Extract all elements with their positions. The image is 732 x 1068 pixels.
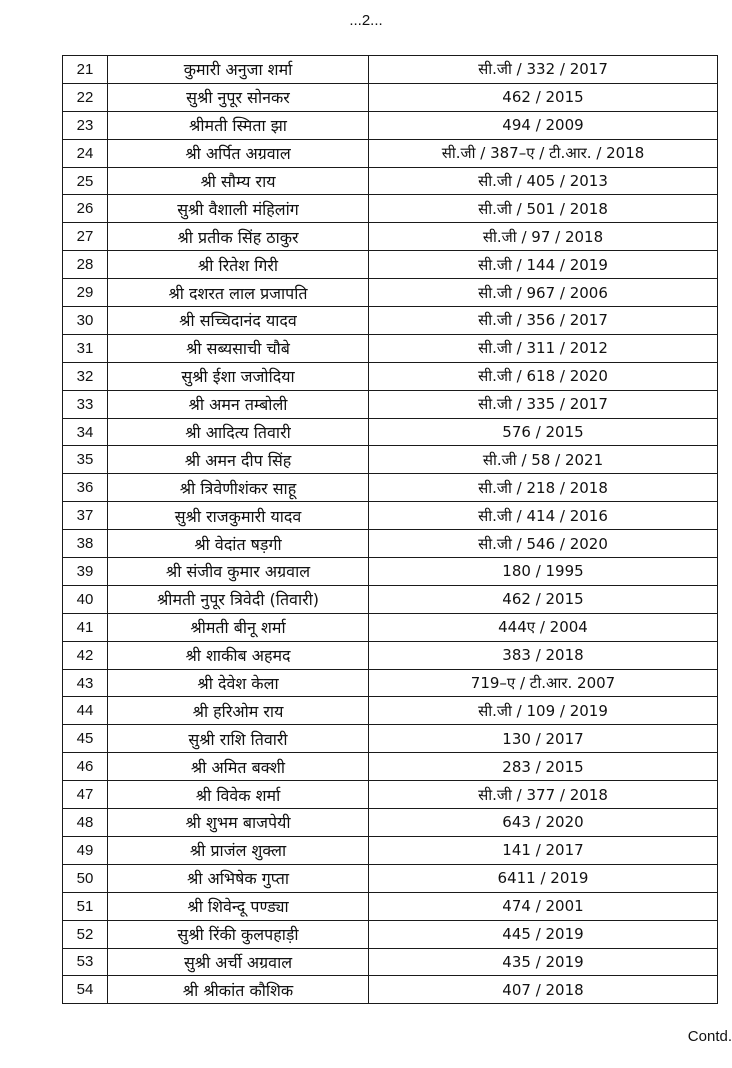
table-row — [63, 139, 718, 167]
serial-number-cell: 48 — [63, 809, 108, 837]
enrollment-number-cell: सी.जी / 546 / 2020 — [369, 530, 718, 558]
enrollment-number-cell: 283 / 2015 — [369, 753, 718, 781]
advocate-name-cell: श्री शुभम बाजपेयी — [108, 809, 369, 837]
table-row — [63, 725, 718, 753]
enrollment-number-cell: सी.जी / 97 / 2018 — [369, 223, 718, 251]
advocate-name-cell: श्री संजीव कुमार अग्रवाल — [108, 558, 369, 586]
advocate-name-cell: सुश्री ईशा जजोदिया — [108, 362, 369, 390]
enrollment-number-cell: 407 / 2018 — [369, 976, 718, 1004]
serial-number-cell: 54 — [63, 976, 108, 1004]
serial-number-cell: 41 — [63, 613, 108, 641]
enrollment-number-cell: सी.जी / 218 / 2018 — [369, 474, 718, 502]
enrollment-number-cell: सी.जी / 58 / 2021 — [369, 446, 718, 474]
table-row — [63, 195, 718, 223]
advocate-name-cell: श्री सब्यसाची चौबे — [108, 334, 369, 362]
enrollment-number-cell: सी.जी / 335 / 2017 — [369, 390, 718, 418]
advocate-name-cell: श्री सच्चिदानंद यादव — [108, 307, 369, 335]
enrollment-number-cell: सी.जी / 356 / 2017 — [369, 307, 718, 335]
serial-number-cell: 22 — [63, 83, 108, 111]
enrollment-number-cell: सी.जी / 377 / 2018 — [369, 781, 718, 809]
table-row — [63, 753, 718, 781]
table-row — [63, 474, 718, 502]
serial-number-cell: 32 — [63, 362, 108, 390]
table-row — [63, 251, 718, 279]
advocate-name-cell: श्री रितेश गिरी — [108, 251, 369, 279]
table-row — [63, 585, 718, 613]
table-row — [63, 502, 718, 530]
table-row — [63, 558, 718, 586]
serial-number-cell: 44 — [63, 697, 108, 725]
advocate-name-cell: श्री प्राजंल शुक्ला — [108, 836, 369, 864]
enrollment-number-cell: सी.जी / 501 / 2018 — [369, 195, 718, 223]
table-row — [63, 948, 718, 976]
advocate-name-cell: श्री सौम्य राय — [108, 167, 369, 195]
table-row — [63, 781, 718, 809]
advocate-name-cell: श्री वेदांत षड़गी — [108, 530, 369, 558]
enrollment-number-cell: सी.जी / 144 / 2019 — [369, 251, 718, 279]
advocate-name-cell: श्री अमित बक्शी — [108, 753, 369, 781]
table-row — [63, 111, 718, 139]
enrollment-number-cell: 6411 / 2019 — [369, 864, 718, 892]
enrollment-number-cell: 719–ए / टी.आर. 2007 — [369, 669, 718, 697]
enrollment-number-cell: सी.जी / 414 / 2016 — [369, 502, 718, 530]
serial-number-cell: 34 — [63, 418, 108, 446]
enrollment-number-cell: सी.जी / 967 / 2006 — [369, 279, 718, 307]
table-row — [63, 920, 718, 948]
serial-number-cell: 24 — [63, 139, 108, 167]
advocate-name-cell: श्रीमती बीनू शर्मा — [108, 613, 369, 641]
serial-number-cell: 51 — [63, 892, 108, 920]
enrollment-table — [62, 55, 718, 1004]
enrollment-number-cell: सी.जी / 405 / 2013 — [369, 167, 718, 195]
serial-number-cell: 33 — [63, 390, 108, 418]
table-row — [63, 334, 718, 362]
enrollment-number-cell: 643 / 2020 — [369, 809, 718, 837]
table-row — [63, 167, 718, 195]
serial-number-cell: 29 — [63, 279, 108, 307]
advocate-name-cell: सुश्री राजकुमारी यादव — [108, 502, 369, 530]
table-row — [63, 530, 718, 558]
advocate-name-cell: श्री अमन तम्बोली — [108, 390, 369, 418]
advocate-name-cell: श्री शिवेन्दू पण्ड्या — [108, 892, 369, 920]
table-row — [63, 836, 718, 864]
advocate-name-cell: श्री त्रिवेणीशंकर साहू — [108, 474, 369, 502]
table-row — [63, 223, 718, 251]
table-row — [63, 390, 718, 418]
serial-number-cell: 45 — [63, 725, 108, 753]
serial-number-cell: 37 — [63, 502, 108, 530]
enrollment-number-cell: 576 / 2015 — [369, 418, 718, 446]
enrollment-number-cell: सी.जी / 618 / 2020 — [369, 362, 718, 390]
advocate-name-cell: श्री अमन दीप सिंह — [108, 446, 369, 474]
table-row — [63, 279, 718, 307]
table-row — [63, 418, 718, 446]
continued-note: Contd. — [687, 1028, 732, 1045]
table-row — [63, 697, 718, 725]
advocate-name-cell: श्री विवेक शर्मा — [108, 781, 369, 809]
serial-number-cell: 49 — [63, 836, 108, 864]
advocate-name-cell: श्रीमती स्मिता झा — [108, 111, 369, 139]
enrollment-number-cell: 444ए / 2004 — [369, 613, 718, 641]
advocate-name-cell: श्री शाकीब अहमद — [108, 641, 369, 669]
advocate-name-cell: श्री श्रीकांत कौशिक — [108, 976, 369, 1004]
serial-number-cell: 52 — [63, 920, 108, 948]
enrollment-number-cell: 130 / 2017 — [369, 725, 718, 753]
serial-number-cell: 38 — [63, 530, 108, 558]
enrollment-number-cell: सी.जी / 311 / 2012 — [369, 334, 718, 362]
advocate-name-cell: श्री अर्पित अग्रवाल — [108, 139, 369, 167]
enrollment-number-cell: 141 / 2017 — [369, 836, 718, 864]
serial-number-cell: 35 — [63, 446, 108, 474]
enrollment-number-cell: 383 / 2018 — [369, 641, 718, 669]
table-row — [63, 641, 718, 669]
advocate-name-cell: श्रीमती नुपूर त्रिवेदी (तिवारी) — [108, 585, 369, 613]
table-row — [63, 362, 718, 390]
enrollment-number-cell: 435 / 2019 — [369, 948, 718, 976]
advocate-name-cell: श्री प्रतीक सिंह ठाकुर — [108, 223, 369, 251]
serial-number-cell: 26 — [63, 195, 108, 223]
enrollment-number-cell: 462 / 2015 — [369, 585, 718, 613]
advocate-name-cell: श्री अभिषेक गुप्ता — [108, 864, 369, 892]
page-number: ...2... — [349, 12, 383, 29]
table-row — [63, 809, 718, 837]
serial-number-cell: 30 — [63, 307, 108, 335]
table-row — [63, 446, 718, 474]
serial-number-cell: 27 — [63, 223, 108, 251]
serial-number-cell: 46 — [63, 753, 108, 781]
table-row — [63, 976, 718, 1004]
table-row — [63, 613, 718, 641]
advocate-name-cell: सुश्री रिंकी कुलपहाड़ी — [108, 920, 369, 948]
advocate-name-cell: कुमारी अनुजा शर्मा — [108, 56, 369, 84]
table-body — [63, 56, 718, 1004]
serial-number-cell: 36 — [63, 474, 108, 502]
enrollment-number-cell: सी.जी / 109 / 2019 — [369, 697, 718, 725]
serial-number-cell: 39 — [63, 558, 108, 586]
serial-number-cell: 28 — [63, 251, 108, 279]
table-row — [63, 83, 718, 111]
serial-number-cell: 42 — [63, 641, 108, 669]
advocate-name-cell: सुश्री नुपूर सोनकर — [108, 83, 369, 111]
table-row — [63, 669, 718, 697]
advocate-name-cell: श्री हरिओम राय — [108, 697, 369, 725]
serial-number-cell: 47 — [63, 781, 108, 809]
advocate-name-cell: सुश्री वैशाली मंहिलांग — [108, 195, 369, 223]
serial-number-cell: 31 — [63, 334, 108, 362]
enrollment-number-cell: 462 / 2015 — [369, 83, 718, 111]
serial-number-cell: 53 — [63, 948, 108, 976]
advocate-name-cell: श्री आदित्य तिवारी — [108, 418, 369, 446]
table-row — [63, 892, 718, 920]
enrollment-number-cell: 474 / 2001 — [369, 892, 718, 920]
table-row — [63, 56, 718, 84]
table-row — [63, 864, 718, 892]
serial-number-cell: 25 — [63, 167, 108, 195]
serial-number-cell: 50 — [63, 864, 108, 892]
serial-number-cell: 43 — [63, 669, 108, 697]
enrollment-number-cell: 494 / 2009 — [369, 111, 718, 139]
enrollment-number-cell: सी.जी / 332 / 2017 — [369, 56, 718, 84]
enrollment-number-cell: 445 / 2019 — [369, 920, 718, 948]
advocate-name-cell: श्री देवेश केला — [108, 669, 369, 697]
advocate-name-cell: सुश्री राशि तिवारी — [108, 725, 369, 753]
advocate-name-cell: सुश्री अर्ची अग्रवाल — [108, 948, 369, 976]
table-row — [63, 307, 718, 335]
enrollment-number-cell: 180 / 1995 — [369, 558, 718, 586]
serial-number-cell: 21 — [63, 56, 108, 84]
advocate-name-cell: श्री दशरत लाल प्रजापति — [108, 279, 369, 307]
enrollment-number-cell: सी.जी / 387–ए / टी.आर. / 2018 — [369, 139, 718, 167]
serial-number-cell: 40 — [63, 585, 108, 613]
serial-number-cell: 23 — [63, 111, 108, 139]
